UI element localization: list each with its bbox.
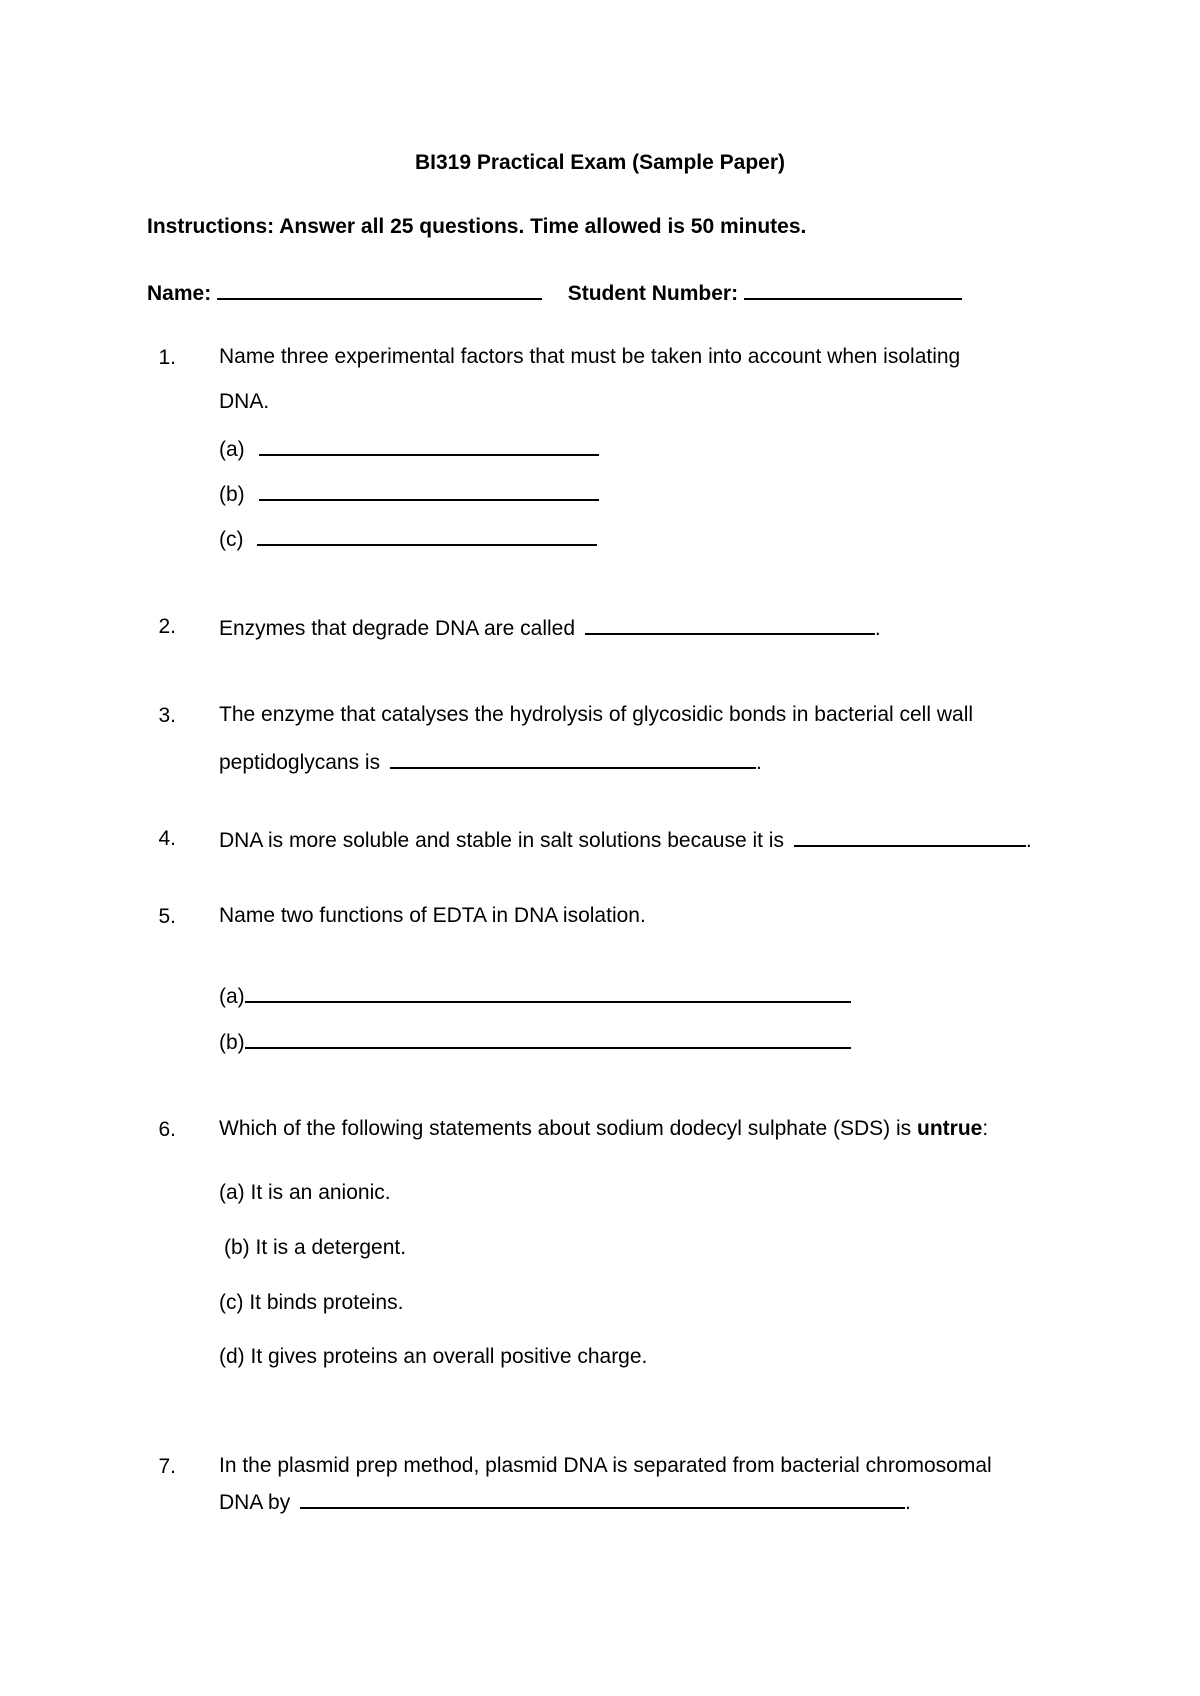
option-label: (b) <box>219 1031 245 1054</box>
question-text: Which of the following statements about sodium dodecyl sulphate (SDS) is <box>219 1117 912 1140</box>
answer-line <box>219 481 599 505</box>
period: . <box>874 617 881 640</box>
question-number: 6. <box>158 1118 176 1141</box>
question-line <box>219 827 1032 851</box>
question-line <box>219 615 881 639</box>
emphasis-untrue: untrue <box>917 1117 983 1140</box>
question-line <box>219 749 762 773</box>
period: . <box>755 751 762 774</box>
answer-blank[interactable] <box>794 827 1026 847</box>
question-line <box>219 1118 988 1139</box>
question-number: 7. <box>158 1455 176 1478</box>
question-text: peptidoglycans is <box>219 751 381 774</box>
question-number: 2. <box>158 615 176 638</box>
answer-blank[interactable] <box>259 436 599 456</box>
option-label: (a) <box>219 438 245 461</box>
answer-blank[interactable] <box>245 1029 851 1049</box>
answer-line <box>219 436 599 460</box>
question-text: Name three experimental factors that must be taken into account when isolating <box>219 345 961 368</box>
answer-blank[interactable] <box>245 983 851 1003</box>
option-label: (c) <box>219 528 244 551</box>
option-b: (b) It is a detergent. <box>224 1236 407 1259</box>
name-row <box>147 280 962 304</box>
question-text: DNA. <box>219 390 270 413</box>
answer-blank[interactable] <box>585 615 875 635</box>
answer-blank[interactable] <box>300 1489 905 1509</box>
question-number: 4. <box>158 827 176 850</box>
question-text: The enzyme that catalyses the hydrolysis of glycosidic bonds in bacterial cell wall <box>219 703 974 726</box>
option-d: (d) It gives proteins an overall positive charge. <box>219 1345 648 1368</box>
name-label: Name: <box>147 282 212 305</box>
question-text: DNA is more soluble and stable in salt solutions because it is <box>219 829 784 852</box>
answer-blank[interactable] <box>257 526 597 546</box>
option-label: (b) <box>219 483 245 506</box>
answer-line <box>219 1029 851 1053</box>
instructions: Instructions: Answer all 25 questions. Time allowed is 50 minutes. <box>147 215 807 238</box>
page-title: BI319 Practical Exam (Sample Paper) <box>414 151 786 174</box>
option-label: (a) <box>219 985 245 1008</box>
question-line <box>219 1489 911 1513</box>
period: . <box>905 1491 911 1514</box>
period: . <box>1025 829 1032 852</box>
question-text: In the plasmid prep method, plasmid DNA is separated from bacterial chromosomal <box>219 1454 992 1477</box>
answer-line <box>219 983 851 1007</box>
student-number-field[interactable] <box>744 280 962 300</box>
question-number: 5. <box>158 905 176 928</box>
name-field[interactable] <box>217 280 542 300</box>
answer-line <box>219 526 597 550</box>
answer-blank[interactable] <box>390 749 756 769</box>
question-text: Enzymes that degrade DNA are called <box>219 617 576 640</box>
question-text: DNA by <box>219 1491 291 1514</box>
question-number: 3. <box>158 704 176 727</box>
option-c: (c) It binds proteins. <box>219 1291 404 1314</box>
answer-blank[interactable] <box>259 481 599 501</box>
question-text: Name two functions of EDTA in DNA isolation. <box>219 904 646 927</box>
option-a: (a) It is an anionic. <box>219 1181 391 1204</box>
colon: : <box>982 1117 989 1140</box>
student-number-label: Student Number: <box>567 282 739 305</box>
question-number: 1. <box>158 346 176 369</box>
